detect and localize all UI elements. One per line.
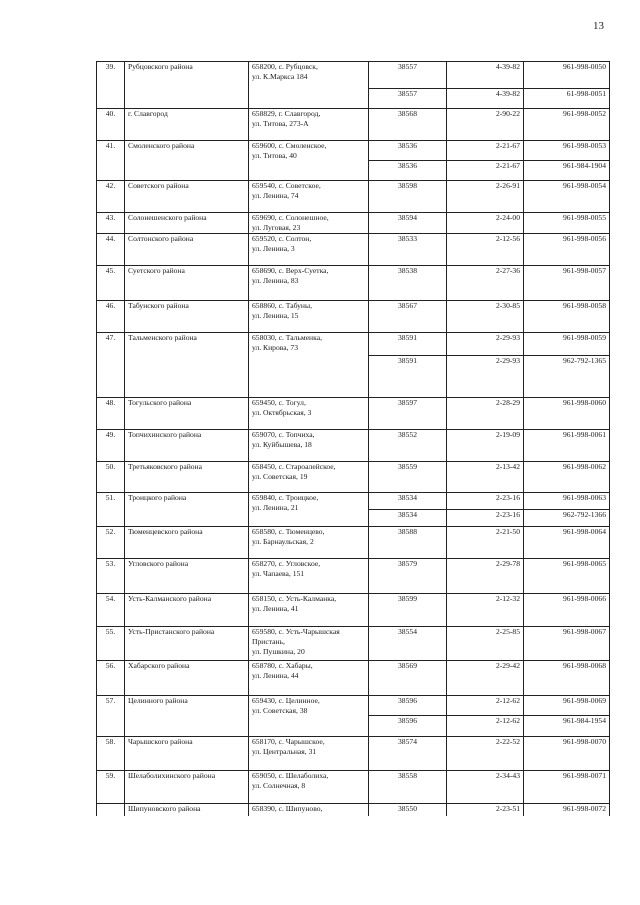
area-code: 38574: [369, 737, 447, 771]
postal-address: [249, 266, 369, 301]
district-name: Целинного района: [125, 696, 249, 737]
district-name: Угловского района: [125, 559, 249, 594]
row-number: 42.: [97, 181, 125, 213]
phone-number: 2-21-67: [447, 161, 524, 181]
district-name: Шипуновского района: [125, 804, 249, 816]
address-line: ул. Ленина, 41: [252, 604, 299, 613]
address-line: 658200, с. Рубцовск,: [252, 62, 318, 71]
address-line: 659600, с. Смоленское,: [252, 141, 327, 150]
address-line: ул. Советская, 38: [252, 706, 308, 715]
row-number: 51.: [97, 493, 125, 527]
mobile-number: 961-998-0065: [524, 559, 610, 594]
postal-address: [249, 430, 369, 462]
district-name: Суетского района: [125, 266, 249, 301]
address-line: ул. Ленина, 3: [252, 244, 295, 253]
address-line: 658030, с. Тальменка,: [252, 333, 322, 342]
address-line: 659520, с. Солтон,: [252, 234, 312, 243]
address-line: ул. Ленина, 44: [252, 671, 299, 680]
row-number: 39.: [97, 62, 125, 109]
mobile-number: 961-998-0067: [524, 627, 610, 661]
phone-number: 2-24-00: [447, 213, 524, 234]
mobile-number: 961-998-0070: [524, 737, 610, 771]
table-row: [97, 333, 610, 356]
phone-number: 2-25-85: [447, 627, 524, 661]
postal-address: [249, 804, 369, 816]
mobile-number: 61-998-0051: [524, 89, 610, 109]
row-number: 40.: [97, 109, 125, 141]
address-line: 658780, с. Хабары,: [252, 661, 313, 670]
row-number: 48.: [97, 398, 125, 430]
postal-address: [249, 333, 369, 398]
postal-address: [249, 594, 369, 627]
phone-number: 4-39-82: [447, 89, 524, 109]
mobile-number: 962-792-1366: [524, 510, 610, 527]
phone-number: 2-23-16: [447, 493, 524, 510]
postal-address: [249, 493, 369, 527]
mobile-number: 961-998-0050: [524, 62, 610, 89]
area-code: 38550: [369, 804, 447, 816]
phone-number: 2-27-36: [447, 266, 524, 301]
address-line: 658860, с. Табуны,: [252, 301, 313, 310]
mobile-number: 961-998-0058: [524, 301, 610, 333]
address-line: ул. Ленина, 15: [252, 311, 299, 320]
area-code: 38598: [369, 181, 447, 213]
district-name: Шелаболихинского района: [125, 771, 249, 804]
phone-number: 2-12-62: [447, 716, 524, 737]
row-number: 49.: [97, 430, 125, 462]
table-row: [97, 141, 610, 161]
address-line: ул. Титова, 40: [252, 151, 297, 160]
area-code: 38588: [369, 527, 447, 559]
district-name: Тальменского района: [125, 333, 249, 398]
postal-address: [249, 301, 369, 333]
row-number: 45.: [97, 266, 125, 301]
district-name: Солтонского района: [125, 234, 249, 266]
table-row: [97, 213, 610, 234]
phone-number: 2-29-93: [447, 333, 524, 356]
district-name: г. Славгород: [125, 109, 249, 141]
address-line: 658170, с. Чарышское,: [252, 737, 325, 746]
table-row: [97, 398, 610, 430]
address-line: ул. Ленина, 74: [252, 191, 299, 200]
table-row: [97, 493, 610, 510]
district-name: Топчихинского района: [125, 430, 249, 462]
address-line: ул. Ленина, 83: [252, 276, 299, 285]
district-name: Усть-Калманского района: [125, 594, 249, 627]
phone-number: 2-19-09: [447, 430, 524, 462]
area-code: 38536: [369, 161, 447, 181]
mobile-number: 961-998-0072: [524, 804, 610, 816]
phone-number: 2-21-67: [447, 141, 524, 161]
address-line: 658580, с. Тюменцево,: [252, 527, 325, 536]
mobile-number: 961-998-0059: [524, 333, 610, 356]
postal-address: [249, 234, 369, 266]
phone-number: 2-34-43: [447, 771, 524, 804]
district-name: Тогульского района: [125, 398, 249, 430]
address-line: ул. Советская, 19: [252, 472, 308, 481]
table-row: [97, 181, 610, 213]
phone-number: 2-90-22: [447, 109, 524, 141]
table-row: [97, 771, 610, 804]
mobile-number: 961-998-0053: [524, 141, 610, 161]
area-code: 38568: [369, 109, 447, 141]
district-name: Советского района: [125, 181, 249, 213]
district-name: Тюменцевского района: [125, 527, 249, 559]
area-code: 38597: [369, 398, 447, 430]
address-line: 658390, с. Шипуново,: [252, 804, 323, 813]
page-number: 13: [593, 20, 604, 32]
address-line: 659580, с. Усть-Чарышская Пристань,: [252, 627, 340, 646]
area-code: 38596: [369, 716, 447, 737]
table-row: [97, 266, 610, 301]
mobile-number: 961-998-0062: [524, 462, 610, 493]
mobile-number: 961-998-0069: [524, 696, 610, 716]
area-code: 38591: [369, 356, 447, 398]
postal-address: [249, 398, 369, 430]
postal-address: [249, 141, 369, 181]
row-number: 56.: [97, 661, 125, 696]
row-number: 54.: [97, 594, 125, 627]
area-code: 38534: [369, 510, 447, 527]
district-name: Рубцовского района: [125, 62, 249, 109]
table-row: [97, 109, 610, 141]
row-number: 50.: [97, 462, 125, 493]
row-number: 59.: [97, 771, 125, 804]
mobile-number: 961-998-0056: [524, 234, 610, 266]
mobile-number: 961-998-0068: [524, 661, 610, 696]
district-name: Смоленского района: [125, 141, 249, 181]
area-code: 38569: [369, 661, 447, 696]
phone-number: 2-28-29: [447, 398, 524, 430]
address-line: 658150, с. Усть-Калманка,: [252, 594, 337, 603]
mobile-number: 961-998-0060: [524, 398, 610, 430]
mobile-number: 962-792-1365: [524, 356, 610, 398]
table-row: [97, 804, 610, 816]
row-number: 47.: [97, 333, 125, 398]
table-row: [97, 594, 610, 627]
phone-number: 2-29-78: [447, 559, 524, 594]
table-row: [97, 737, 610, 771]
mobile-number: 961-998-0057: [524, 266, 610, 301]
address-line: ул. Пушкина, 20: [252, 647, 305, 656]
address-line: ул. Центральная, 31: [252, 747, 317, 756]
mobile-number: 961-984-1954: [524, 716, 610, 737]
row-number: 57.: [97, 696, 125, 737]
area-code: 38558: [369, 771, 447, 804]
postal-address: [249, 527, 369, 559]
address-line: ул. Барнаульская, 2: [252, 537, 314, 546]
phone-number: 2-22-52: [447, 737, 524, 771]
postal-address: [249, 181, 369, 213]
postal-address: [249, 737, 369, 771]
postal-address: [249, 213, 369, 234]
address-line: 659840, с. Троицкое,: [252, 493, 319, 502]
area-code: 38538: [369, 266, 447, 301]
address-line: ул. Октябрьская, 3: [252, 408, 312, 417]
address-line: ул. Ленина, 21: [252, 503, 299, 512]
table-row: [97, 62, 610, 89]
mobile-number: 961-998-0055: [524, 213, 610, 234]
phone-number: 4-39-82: [447, 62, 524, 89]
postal-address: [249, 661, 369, 696]
area-code: 38554: [369, 627, 447, 661]
phone-number: 2-29-93: [447, 356, 524, 398]
table-row: [97, 696, 610, 716]
district-name: Троицкого района: [125, 493, 249, 527]
row-number: 58.: [97, 737, 125, 771]
mobile-number: 961-998-0071: [524, 771, 610, 804]
area-code: 38533: [369, 234, 447, 266]
address-line: 659050, с. Шелаболиха,: [252, 771, 329, 780]
postal-address: [249, 559, 369, 594]
postal-address: [249, 462, 369, 493]
address-line: 658270, с. Угловское,: [252, 559, 321, 568]
address-line: 659690, с. Солонешное,: [252, 213, 329, 222]
table-body: [97, 62, 610, 816]
district-name: Усть-Пристанского района: [125, 627, 249, 661]
mobile-number: 961-998-0064: [524, 527, 610, 559]
area-code: 38594: [369, 213, 447, 234]
area-code: 38534: [369, 493, 447, 510]
table-row: [97, 462, 610, 493]
area-code: 38599: [369, 594, 447, 627]
phone-number: 2-21-50: [447, 527, 524, 559]
address-line: 659070, с. Топчиха,: [252, 430, 315, 439]
mobile-number: 961-998-0054: [524, 181, 610, 213]
table-row: [97, 430, 610, 462]
table-row: [97, 627, 610, 661]
address-line: 659450, с. Тогул,: [252, 398, 306, 407]
address-line: 659540, с. Советское,: [252, 181, 321, 190]
address-line: ул. К.Маркса 184: [252, 72, 308, 81]
address-line: ул. Луговая, 23: [252, 223, 301, 232]
phone-number: 2-23-51: [447, 804, 524, 816]
area-code: 38596: [369, 696, 447, 716]
address-line: ул. Солнечная, 8: [252, 781, 306, 790]
row-number: 41.: [97, 141, 125, 181]
address-line: ул. Кирова, 73: [252, 343, 299, 352]
address-line: 658690, с. Верх-Суетка,: [252, 266, 329, 275]
district-name: Чарышского района: [125, 737, 249, 771]
phone-number: 2-13-42: [447, 462, 524, 493]
address-line: ул. Титова, 273-А: [252, 119, 309, 128]
table-row: [97, 661, 610, 696]
area-code: 38579: [369, 559, 447, 594]
district-name: Хабарского района: [125, 661, 249, 696]
area-code: 38591: [369, 333, 447, 356]
phone-number: 2-12-62: [447, 696, 524, 716]
postal-address: [249, 771, 369, 804]
postal-address: [249, 696, 369, 737]
row-number: [97, 804, 125, 816]
row-number: 53.: [97, 559, 125, 594]
table-row: [97, 301, 610, 333]
address-line: 658829, г. Славгород,: [252, 109, 321, 118]
address-line: 659430, с. Целинное,: [252, 696, 320, 705]
phone-number: 2-26-91: [447, 181, 524, 213]
mobile-number: 961-998-0063: [524, 493, 610, 510]
phone-number: 2-29-42: [447, 661, 524, 696]
table-row: [97, 559, 610, 594]
area-code: 38557: [369, 89, 447, 109]
mobile-number: 961-998-0066: [524, 594, 610, 627]
district-contacts-table: [96, 61, 610, 816]
address-line: 658450, с. Староалейское,: [252, 462, 336, 471]
address-line: ул. Куйбышева, 18: [252, 440, 312, 449]
row-number: 52.: [97, 527, 125, 559]
mobile-number: 961-984-1904: [524, 161, 610, 181]
area-code: 38536: [369, 141, 447, 161]
mobile-number: 961-998-0052: [524, 109, 610, 141]
row-number: 46.: [97, 301, 125, 333]
district-name: Третьяковского района: [125, 462, 249, 493]
postal-address: [249, 62, 369, 109]
mobile-number: 961-998-0061: [524, 430, 610, 462]
row-number: 44.: [97, 234, 125, 266]
phone-number: 2-12-56: [447, 234, 524, 266]
table-row: [97, 234, 610, 266]
postal-address: [249, 627, 369, 661]
area-code: 38567: [369, 301, 447, 333]
address-line: ул. Чапаева, 151: [252, 569, 305, 578]
phone-number: 2-23-16: [447, 510, 524, 527]
row-number: 43.: [97, 213, 125, 234]
area-code: 38557: [369, 62, 447, 89]
row-number: 55.: [97, 627, 125, 661]
phone-number: 2-30-85: [447, 301, 524, 333]
area-code: 38559: [369, 462, 447, 493]
district-name: Табунского района: [125, 301, 249, 333]
district-name: Солонешенского района: [125, 213, 249, 234]
table-row: [97, 527, 610, 559]
postal-address: [249, 109, 369, 141]
phone-number: 2-12-32: [447, 594, 524, 627]
area-code: 38552: [369, 430, 447, 462]
